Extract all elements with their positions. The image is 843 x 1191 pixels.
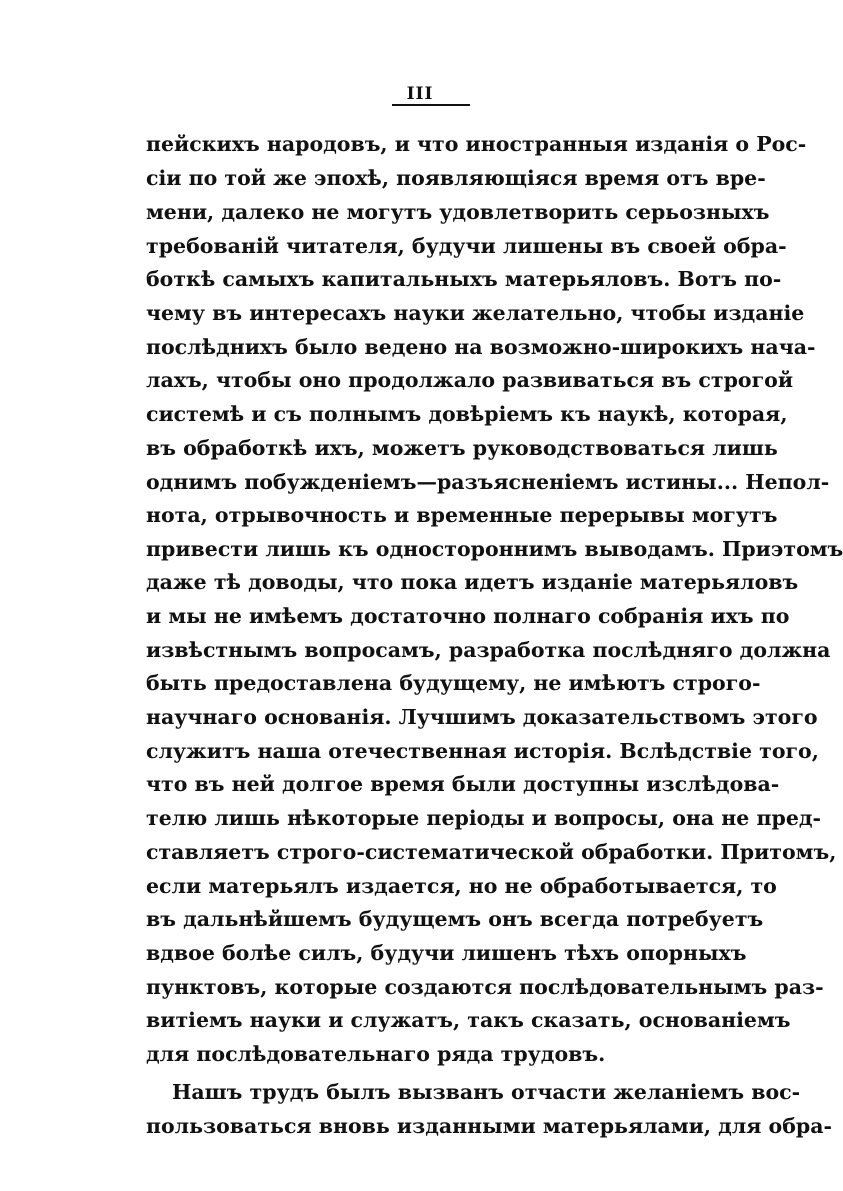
text-line: вдвое болѣе силъ, будучи лишенъ тѣхъ опорныхъ (146, 941, 747, 965)
text-line: если матерьялъ издается, но не обработывается, то (146, 874, 777, 898)
text-line: пунктовъ, которые создаются послѣдовательнымъ раз- (146, 975, 824, 999)
text-line: сіи по той же эпохѣ, появляющіяся время отъ вре- (146, 166, 766, 190)
text-line: служитъ наша отечественная исторія. Вслѣдствіе того, (146, 739, 819, 763)
text-line: даже тѣ доводы, что пока идетъ изданіе матерьяловъ (146, 570, 799, 594)
text-line: ставляетъ строго-систематической обработки. Притомъ, (146, 840, 837, 864)
text-line: лахъ, чтобы оно продолжало развиваться въ строгой (146, 368, 794, 392)
text-line: и мы не имѣемъ достаточно полнаго собранія ихъ по (146, 604, 790, 628)
text-line: въ обработкѣ ихъ, можетъ руководствоваться лишь (146, 436, 778, 460)
page-number: III (406, 84, 434, 104)
text-line: пользоваться вновь изданными матерьялами, для обра- (146, 1114, 832, 1138)
text-line: требованій читателя, будучи лишены въ своей обра- (146, 234, 787, 258)
text-line: послѣднихъ было ведено на возможно-широкихъ нача- (146, 335, 816, 359)
header-rule (392, 104, 470, 106)
text-line: Нашъ трудъ былъ вызванъ отчасти желаніемъ вос- (172, 1080, 801, 1104)
text-line: пейскихъ народовъ, и что иностранныя изданія о Рос- (146, 132, 807, 156)
text-line: однимъ побужденіемъ—разъясненіемъ истины... Непол- (146, 470, 830, 494)
text-line: нота, отрывочность и временные перерывы могутъ (146, 503, 778, 527)
text-line: мени, далеко не могутъ удовлетворить серьозныхъ (146, 200, 770, 224)
text-line: въ дальнѣйшемъ будущемъ онъ всегда потребуетъ (146, 907, 764, 931)
text-line: системѣ и съ полнымъ довѣріемъ къ наукѣ, которая, (146, 402, 788, 426)
text-line: телю лишь нѣкоторые періоды и вопросы, она не пред- (146, 806, 822, 830)
text-line: витіемъ науки и служатъ, такъ сказать, основаніемъ (146, 1008, 791, 1032)
text-line: чему въ интересахъ науки желательно, чтобы изданіе (146, 301, 805, 325)
text-line: извѣстнымъ вопросамъ, разработка послѣдняго должна (146, 638, 831, 662)
text-line: для послѣдовательнаго ряда трудовъ. (146, 1042, 606, 1066)
text-line: привести лишь къ одностороннимъ выводамъ. Приэтомъ (146, 537, 843, 561)
text-line: что въ ней долгое время были доступны изслѣдова- (146, 772, 780, 796)
text-line: быть предоставлена будущему, не имѣютъ строго- (146, 671, 761, 695)
text-line: боткѣ самыхъ капитальныхъ матерьяловъ. Вотъ по- (146, 267, 782, 291)
text-line: научнаго основанія. Лучшимъ доказательствомъ этого (146, 705, 818, 729)
